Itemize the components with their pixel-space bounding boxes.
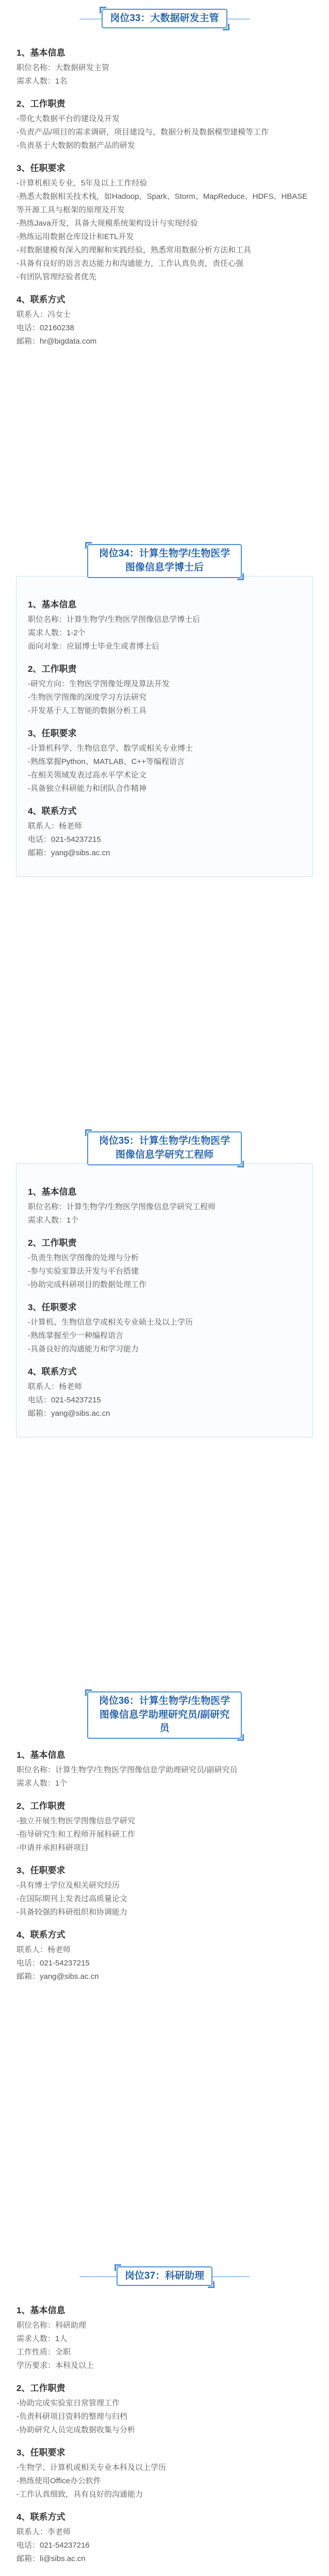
section-title: 3、任职要求 [17, 163, 65, 173]
text-line: -具有博士学位及相关研究经历 [17, 1881, 120, 1890]
spacer [17, 1855, 312, 1858]
spacer [17, 152, 312, 156]
text-line: -带化大数据平台的建设及开发 [17, 114, 120, 123]
spacer [28, 1227, 301, 1230]
section-title: 4、联系方式 [17, 1930, 65, 1940]
corner-decoration [237, 1161, 244, 1167]
text-line: -具备较强的科研组织和协调能力 [17, 1908, 127, 1917]
text-line: 邮箱：li@sibs.ac.cn [17, 2554, 86, 2563]
text-line: 电话：021-54237215 [28, 835, 101, 844]
corner-decoration [114, 2264, 121, 2271]
text-line: -协助完成科研项目的数据处理工作 [28, 1280, 146, 1289]
post-header [79, 2267, 250, 2285]
text-line: -熟练使用Office办公软件 [17, 2477, 101, 2485]
text-line: 需求人数：1个 [17, 1779, 68, 1788]
corner-decoration [223, 24, 229, 30]
spacer [28, 1292, 301, 1295]
text-line: -独立开展生物医学图像信息学研究 [17, 1817, 135, 1825]
section-title: 3、任职要求 [28, 728, 77, 738]
text-line: 邮箱：yang@sibs.ac.cn [28, 1409, 110, 1418]
spacer [17, 348, 312, 351]
spacer [17, 1919, 312, 1922]
post-title: 岗位35：计算生物学/生物医学图像信息学研究工程师 [87, 1131, 242, 1165]
corner-decoration [100, 7, 106, 13]
text-line: 电话：021-54237215 [28, 1396, 101, 1404]
job-post [0, 2267, 329, 2569]
job-post [0, 9, 329, 351]
post-header [79, 9, 250, 28]
text-line: 需求人数：1人 [17, 2334, 68, 2343]
text-line: 职位名称：计算生物学/生物医学图像信息学助理研究员/副研究员 [17, 1766, 238, 1774]
text-line: -协助完成实验室日常管理工作 [17, 2399, 120, 2408]
text-line: -参与实验室算法开发与平台搭建 [28, 1267, 139, 1276]
text-line: -开发基于人工智能的数据分析工具 [28, 706, 146, 715]
text-line: 联系人：杨老师 [17, 1945, 71, 1954]
text-line: 联系人：冯女士 [17, 310, 71, 319]
post-header [87, 546, 242, 576]
corner-decoration [85, 542, 92, 549]
section-title: 1、基本信息 [28, 600, 77, 609]
text-line: -负责科研项目资料的整理与归档 [17, 2412, 127, 2421]
section-title: 1、基本信息 [28, 1187, 77, 1197]
text-line: 邮箱：yang@sibs.ac.cn [28, 849, 110, 857]
section-title: 1、基本信息 [17, 2306, 65, 2315]
text-line: 工作性质：全职 [17, 2348, 71, 2357]
corner-decoration [85, 1129, 92, 1136]
text-line: 电话：021-54237216 [17, 2541, 90, 2550]
text-line: 学历要求：本科及以上 [17, 2361, 94, 2370]
corner-decoration [85, 1689, 92, 1696]
section-title: 3、任职要求 [17, 1866, 65, 1875]
post-title: 岗位34：计算生物学/生物医学图像信息学博士后 [87, 544, 242, 578]
text-line: -申请并承担科研项目 [17, 1843, 89, 1852]
text-line: -计算机相关专业，5年及以上工作经验 [17, 179, 147, 188]
spacer [17, 2501, 312, 2504]
text-line: -对数据建模有深入的理解和实践经验，熟悉常用数据分析方法和工具 [17, 246, 251, 255]
section-title: 4、联系方式 [17, 295, 65, 304]
job-post [0, 546, 329, 877]
post-body [17, 28, 312, 351]
text-line: 职位名称：计算生物学/生物医学图像信息学研究工程师 [28, 1202, 216, 1211]
text-line: -计算机、生物信息学或相关专业硕士及以上学历 [28, 1318, 193, 1327]
post-title: 岗位33：大数据研发主管 [102, 9, 227, 29]
section-title: 2、工作职责 [17, 2383, 65, 2393]
job-post [0, 1133, 329, 1437]
section-title: 4、联系方式 [17, 2512, 65, 2522]
text-line: -负责基于大数据的数据产品的研发 [17, 141, 135, 150]
text-line: 联系人：杨老师 [28, 822, 83, 831]
text-line: -具备有良好的语言表达能力和沟通能力，工作认真负责，责任心强 [17, 259, 243, 268]
text-line: -生物学、计算机或相关专业本科及以上学历 [17, 2463, 166, 2472]
text-line: 联系人：李老师 [17, 2528, 71, 2536]
spacer [28, 1420, 301, 1423]
section-title: 2、工作职责 [17, 1801, 65, 1811]
post-body [17, 2285, 312, 2569]
text-line: -协助研究人员完成数据收集与分析 [17, 2426, 135, 2434]
text-line: 电话：02160238 [17, 324, 74, 332]
post-body [17, 1730, 312, 1987]
post-header [87, 1696, 242, 1734]
text-line: -生物医学图像的深度学习方法研究 [28, 693, 146, 702]
text-line: 电话：021-54237215 [17, 1959, 90, 1968]
text-line: -在相关领域发表过高水平学术论文 [28, 771, 146, 779]
text-line: -负责生物医学图像的处理与分析 [28, 1253, 139, 1262]
post-body [16, 1163, 313, 1437]
text-line: -负责产品/项目的需求调研，项目建设与，数据分析及数据模型建模等工作 [17, 128, 269, 137]
text-line: 联系人：杨老师 [28, 1382, 83, 1391]
spacer [17, 2437, 312, 2440]
text-line: -具备良好的沟通能力和学习能力 [28, 1345, 139, 1353]
text-line: -工作认真细致，具有良好的沟通能力 [17, 2490, 143, 2499]
spacer [28, 1356, 301, 1359]
spacer [28, 653, 301, 656]
spacer [17, 1984, 312, 1987]
text-line: -研究方向：生物医学图像处理及算法开发 [28, 680, 170, 688]
corner-decoration [237, 573, 244, 580]
text-line: 邮箱：yang@sibs.ac.cn [17, 1972, 99, 1981]
text-line: 需求人数：1个 [28, 1216, 79, 1225]
section-title: 3、任职要求 [28, 1302, 77, 1312]
text-line: -计算机科学、生物信息学、数学或相关专业博士 [28, 744, 193, 753]
text-line: 职位名称：大数据研发主管 [17, 63, 110, 72]
section-title: 1、基本信息 [17, 1750, 65, 1760]
section-title: 3、任职要求 [17, 2448, 65, 2458]
text-line: 面向对象：应届博士毕业生或者博士后 [28, 642, 160, 651]
spacer [17, 2372, 312, 2376]
spacer [28, 718, 301, 721]
post-title: 岗位37：科研助理 [117, 2266, 212, 2286]
text-line: -熟练运用数据仓库设计和ETL开发 [17, 232, 134, 241]
post-body [16, 576, 313, 877]
text-line: 需求人数：1-2个 [28, 629, 86, 637]
section-title: 4、联系方式 [28, 1367, 77, 1377]
spacer [28, 860, 301, 863]
text-line: -熟练掌握Python、MATLAB、C++等编程语言 [28, 757, 185, 766]
text-line: -指导研究生和工程师开展科研工作 [17, 1830, 135, 1839]
section-title: 4、联系方式 [28, 806, 77, 816]
text-line: -熟练Java开发，具备大规模系统架构设计与实现经验 [17, 219, 198, 228]
spacer [17, 1790, 312, 1793]
text-line: -在国际期刊上发表过高质量论文 [17, 1894, 127, 1903]
section-title: 1、基本信息 [17, 48, 65, 58]
post-title: 岗位36：计算生物学/生物医学图像信息学助理研究员/副研究员 [87, 1691, 242, 1739]
text-line: -具备独立科研能力和团队合作精神 [28, 784, 146, 793]
job-post [0, 1696, 329, 1987]
spacer [17, 284, 312, 287]
section-title: 2、工作职责 [28, 1238, 77, 1248]
spacer [17, 88, 312, 91]
text-line: 需求人数：1名 [17, 77, 68, 86]
corner-decoration [208, 2281, 215, 2288]
text-line: 邮箱：hr@bigdata.com [17, 337, 97, 346]
text-line: -熟练掌握至少一种编程语言 [28, 1331, 123, 1340]
post-header [87, 1133, 242, 1163]
section-title: 2、工作职责 [28, 664, 77, 674]
text-line: -有团队管理经验者优先 [17, 273, 96, 281]
text-line: 职位名称：科研助理 [17, 2321, 87, 2330]
text-line: -熟悉大数据相关技术栈，如Hadoop、Spark、Storm、MapReduce、HDFS、HBASE等开源工具与框架的原理及开发 [17, 192, 308, 214]
spacer [28, 795, 301, 799]
text-line: 职位名称：计算生物学/生物医学图像信息学博士后 [28, 615, 201, 624]
corner-decoration [237, 1734, 244, 1741]
spacer [17, 2566, 312, 2569]
section-title: 2、工作职责 [17, 99, 65, 109]
